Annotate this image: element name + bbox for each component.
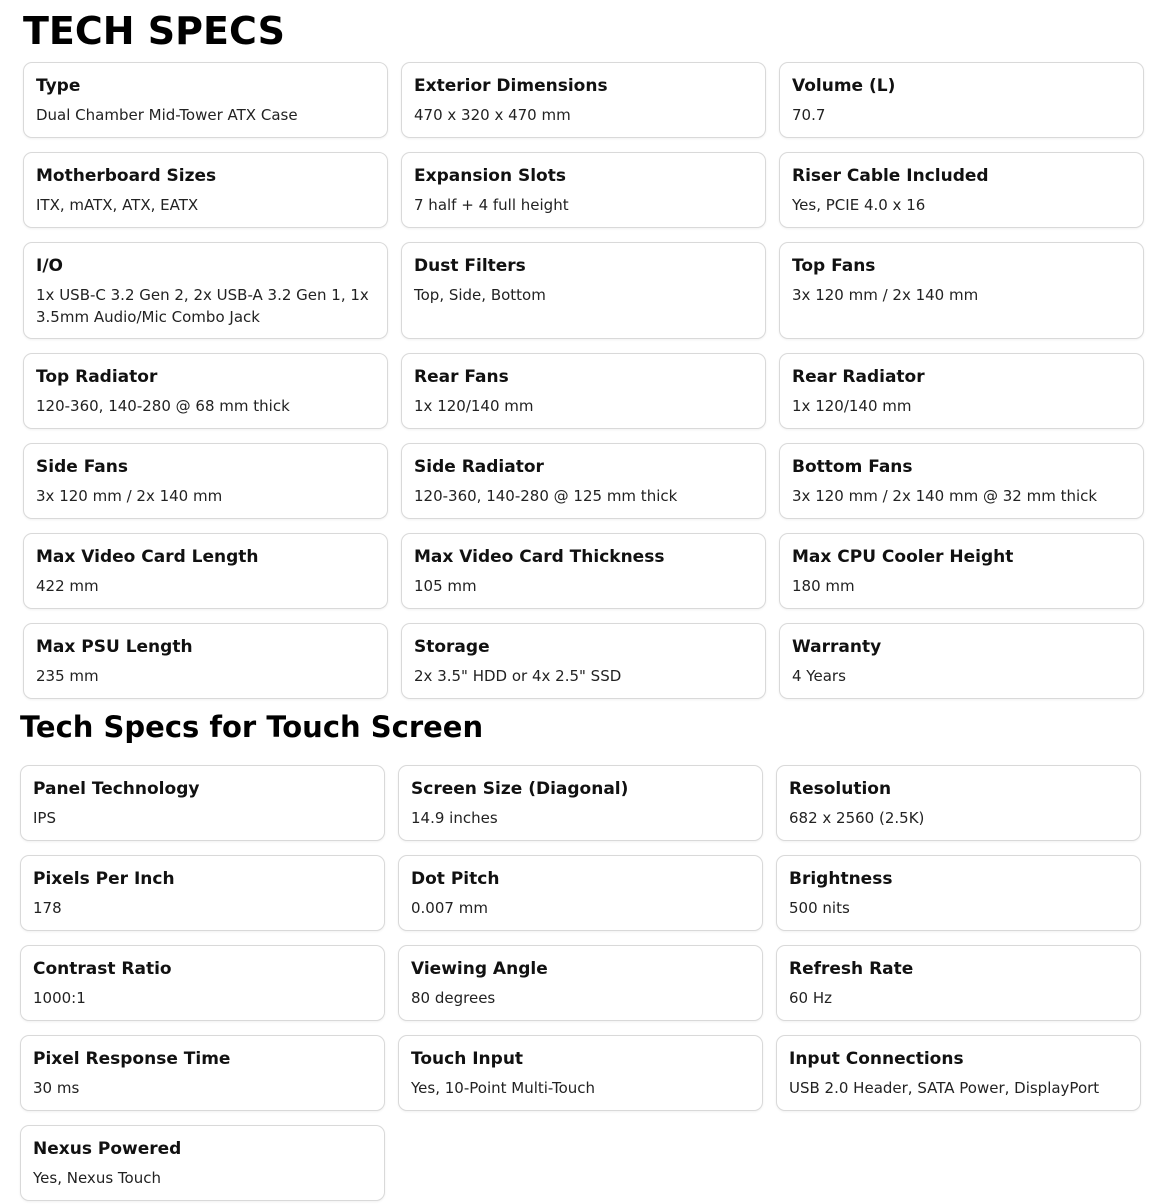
spec-card xyxy=(401,623,766,699)
spec-label: Top Radiator xyxy=(36,367,158,387)
spec-value: 3x 120 mm / 2x 140 mm @ 32 mm thick xyxy=(792,487,1098,505)
spec-card xyxy=(779,443,1144,519)
spec-card xyxy=(20,855,385,931)
spec-label: Max Video Card Length xyxy=(36,547,259,567)
spec-card xyxy=(401,443,766,519)
spec-card xyxy=(779,152,1144,228)
spec-value: 180 mm xyxy=(792,577,855,595)
spec-value: 1000:1 xyxy=(33,989,86,1007)
spec-card xyxy=(23,533,388,609)
spec-label: Bottom Fans xyxy=(792,457,913,477)
spec-value: 682 x 2560 (2.5K) xyxy=(789,809,925,827)
spec-label: Exterior Dimensions xyxy=(414,76,608,96)
tech-specs-heading: TECH SPECS xyxy=(23,9,285,53)
spec-card xyxy=(779,353,1144,429)
spec-value: 120-360, 140-280 @ 125 mm thick xyxy=(414,487,678,505)
spec-card xyxy=(776,1035,1141,1111)
spec-value: Top, Side, Bottom xyxy=(414,286,546,304)
spec-label: Type xyxy=(36,76,81,96)
spec-label: Dust Filters xyxy=(414,256,526,276)
spec-label: Warranty xyxy=(792,637,882,657)
spec-value: 30 ms xyxy=(33,1079,80,1097)
spec-value: 1x USB-C 3.2 Gen 2, 2x USB-A 3.2 Gen 1, 1x 3.5mm Audio/Mic Combo Jack xyxy=(36,286,369,326)
spec-value: 14.9 inches xyxy=(411,809,498,827)
spec-label: Storage xyxy=(414,637,490,657)
spec-value: USB 2.0 Header, SATA Power, DisplayPort xyxy=(789,1079,1100,1097)
touch-screen-specs-heading: Tech Specs for Touch Screen xyxy=(20,710,484,744)
spec-label: Riser Cable Included xyxy=(792,166,989,186)
spec-label: Max PSU Length xyxy=(36,637,193,657)
spec-label: Max CPU Cooler Height xyxy=(792,547,1014,567)
spec-label: Resolution xyxy=(789,779,892,799)
spec-value: 4 Years xyxy=(792,667,846,685)
spec-value: 3x 120 mm / 2x 140 mm xyxy=(792,286,979,304)
spec-value: 105 mm xyxy=(414,577,477,595)
spec-card xyxy=(23,242,388,339)
spec-card xyxy=(401,152,766,228)
spec-card xyxy=(779,533,1144,609)
spec-label: Side Radiator xyxy=(414,457,544,477)
spec-card xyxy=(398,765,763,841)
spec-label: Refresh Rate xyxy=(789,959,914,979)
spec-card xyxy=(776,765,1141,841)
spec-label: Input Connections xyxy=(789,1049,964,1069)
spec-value: 1x 120/140 mm xyxy=(414,397,534,415)
spec-label: Max Video Card Thickness xyxy=(414,547,665,567)
spec-card xyxy=(398,855,763,931)
spec-card xyxy=(23,443,388,519)
spec-value: 470 x 320 x 470 mm xyxy=(414,106,571,124)
spec-value: 235 mm xyxy=(36,667,99,685)
spec-label: Panel Technology xyxy=(33,779,200,799)
spec-label: Contrast Ratio xyxy=(33,959,172,979)
spec-card xyxy=(20,765,385,841)
spec-card xyxy=(23,62,388,138)
touch-screen-specs-section xyxy=(20,703,1143,1201)
spec-card xyxy=(401,242,766,339)
spec-value: Yes, PCIE 4.0 x 16 xyxy=(792,196,926,214)
spec-card xyxy=(20,1035,385,1111)
spec-card xyxy=(779,242,1144,339)
spec-card xyxy=(776,855,1141,931)
touch-screen-specs-grid xyxy=(20,765,1143,1201)
spec-label: Expansion Slots xyxy=(414,166,566,186)
spec-card xyxy=(776,945,1141,1021)
spec-value: 422 mm xyxy=(36,577,99,595)
spec-label: Side Fans xyxy=(36,457,128,477)
spec-label: Rear Radiator xyxy=(792,367,925,387)
spec-label: Screen Size (Diagonal) xyxy=(411,779,629,799)
spec-card xyxy=(398,945,763,1021)
spec-value: 2x 3.5" HDD or 4x 2.5" SSD xyxy=(414,667,622,685)
spec-label: Motherboard Sizes xyxy=(36,166,217,186)
spec-value: 120-360, 140-280 @ 68 mm thick xyxy=(36,397,290,415)
spec-value: 3x 120 mm / 2x 140 mm xyxy=(36,487,223,505)
spec-value: Yes, Nexus Touch xyxy=(33,1169,161,1187)
spec-label: I/O xyxy=(36,256,63,276)
spec-label: Rear Fans xyxy=(414,367,509,387)
spec-card xyxy=(401,353,766,429)
spec-value: ITX, mATX, ATX, EATX xyxy=(36,196,199,214)
spec-label: Pixel Response Time xyxy=(33,1049,231,1069)
spec-card xyxy=(23,623,388,699)
spec-value: 178 xyxy=(33,899,62,917)
spec-card xyxy=(779,62,1144,138)
spec-label: Nexus Powered xyxy=(33,1139,182,1159)
spec-value: 70.7 xyxy=(792,106,826,124)
spec-value: 80 degrees xyxy=(411,989,496,1007)
spec-label: Top Fans xyxy=(792,256,876,276)
spec-value: 500 nits xyxy=(789,899,850,917)
spec-label: Volume (L) xyxy=(792,76,896,96)
spec-value: 7 half + 4 full height xyxy=(414,196,569,214)
tech-specs-section xyxy=(23,0,1146,699)
spec-label: Viewing Angle xyxy=(411,959,548,979)
spec-card xyxy=(401,62,766,138)
spec-label: Brightness xyxy=(789,869,893,889)
spec-card xyxy=(23,152,388,228)
spec-value: 0.007 mm xyxy=(411,899,488,917)
spec-value: IPS xyxy=(33,809,56,827)
tech-specs-grid xyxy=(23,62,1146,699)
spec-card xyxy=(398,1035,763,1111)
spec-card xyxy=(20,1125,385,1201)
spec-card xyxy=(401,533,766,609)
spec-value: 1x 120/140 mm xyxy=(792,397,912,415)
spec-value: 60 Hz xyxy=(789,989,833,1007)
spec-label: Dot Pitch xyxy=(411,869,500,889)
spec-value: Yes, 10-Point Multi-Touch xyxy=(411,1079,596,1097)
spec-value: Dual Chamber Mid-Tower ATX Case xyxy=(36,106,298,124)
spec-card xyxy=(23,353,388,429)
spec-label: Pixels Per Inch xyxy=(33,869,175,889)
spec-card xyxy=(779,623,1144,699)
spec-card xyxy=(20,945,385,1021)
spec-label: Touch Input xyxy=(411,1049,524,1069)
